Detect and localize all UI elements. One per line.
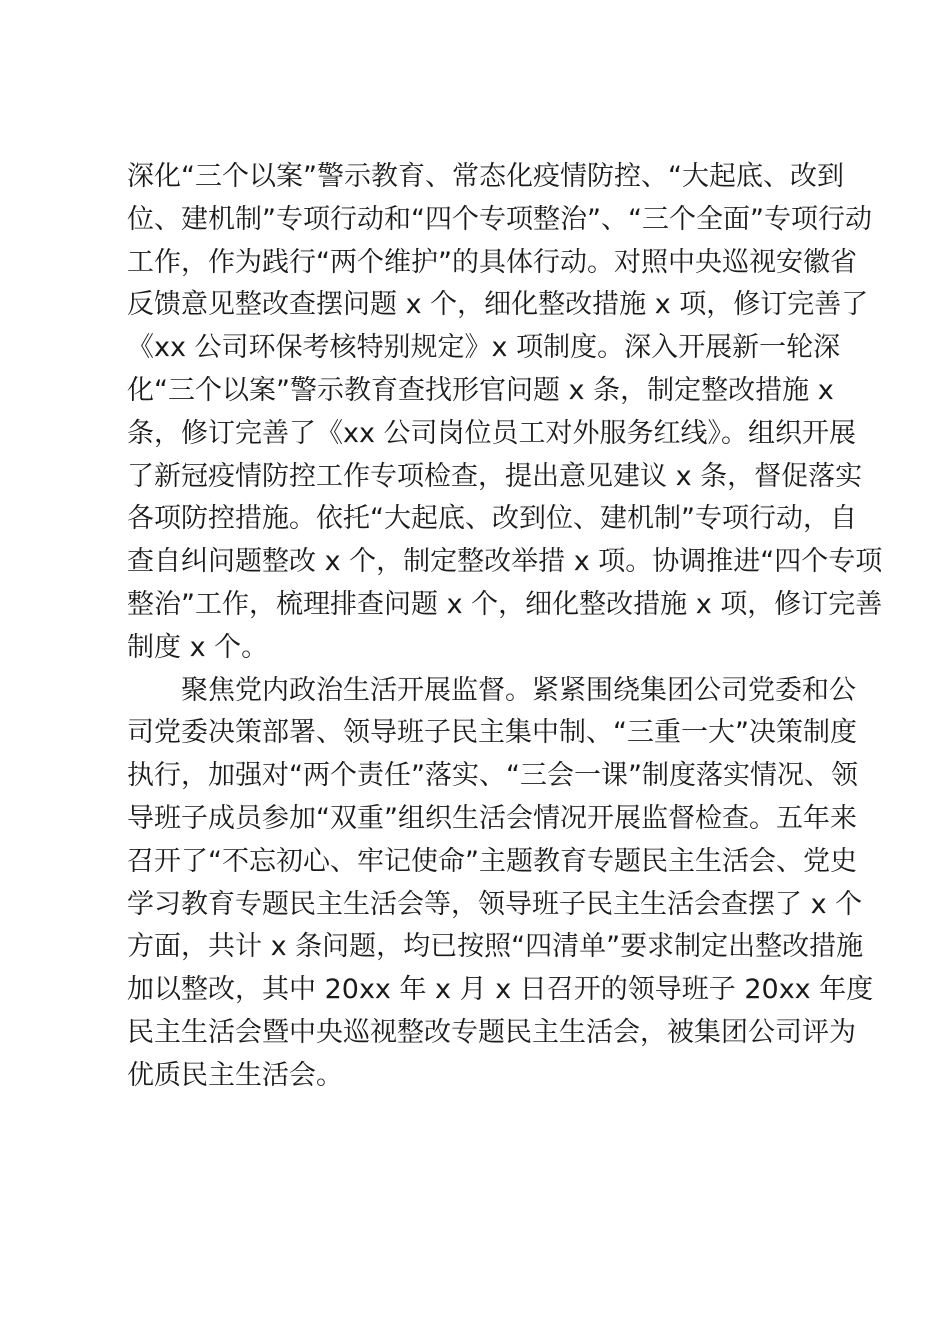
text-line: 了新冠疫情防控工作专项检查，提出意见建议 x 条，督促落实 [127, 460, 863, 492]
text-line: 司党委决策部署、领导班子民主集中制、“三重一大”决策制度 [127, 717, 857, 749]
text-line: 位、建机制”专项行动和“四个专项整治”、“三个全面”专项行动 [127, 203, 872, 235]
paragraph-1 [127, 156, 883, 670]
paragraph-2 [127, 670, 874, 1098]
text-line: 《xx 公司环保考核特别规定》x 项制度。深入开展新一轮深 [127, 332, 841, 364]
text-line: 各项防控措施。依托“大起底、改到位、建机制”专项行动，自 [127, 503, 857, 535]
text-line: 学习教育专题民主生活会等，领导班子民主生活会查摆了 x 个 [127, 888, 863, 920]
text-line: 加以整改，其中 20xx 年 x 月 x 日召开的领导班子 20xx 年度 [127, 974, 874, 1006]
document-body [127, 156, 883, 1098]
text-line: 工作，作为践行“两个维护”的具体行动。对照中央巡视安徽省 [127, 246, 857, 278]
text-line: 深化“三个以案”警示教育、常态化疫情防控、“大起底、改到 [127, 161, 844, 192]
text-line: 查自纠问题整改 x 个，制定整改举措 x 项。协调推进“四个专项 [127, 546, 883, 578]
text-line: 聚焦党内政治生活开展监督。紧紧围绕集团公司党委和公 [181, 674, 856, 706]
text-line: 导班子成员参加“双重”组织生活会情况开展监督检查。五年来 [127, 802, 857, 834]
text-line: 方面，共计 x 条问题，均已按照“四清单”要求制定出整改措施 [127, 931, 864, 963]
text-line: 整治”工作，梳理排查问题 x 个，细化整改措施 x 项，修订完善 [127, 588, 883, 620]
text-line: 民主生活会暨中央巡视整改专题民主生活会，被集团公司评为 [127, 1016, 856, 1048]
text-line: 制度 x 个。 [127, 631, 269, 663]
text-line: 召开了“不忘初心、牢记使命”主题教育专题民主生活会、党史 [127, 845, 857, 877]
text-line: 执行，加强对“两个责任”落实、“三会一课”制度落实情况、领 [127, 760, 858, 792]
text-line: 优质民主生活会。 [127, 1059, 343, 1091]
text-line: 化“三个以案”警示教育查找形官问题 x 条，制定整改措施 x [127, 374, 834, 406]
text-line: 反馈意见整改查摆问题 x 个，细化整改措施 x 项，修订完善了 [127, 289, 869, 321]
text-line: 条，修订完善了《xx 公司岗位员工对外服务红线》。组织开展 [127, 417, 857, 449]
